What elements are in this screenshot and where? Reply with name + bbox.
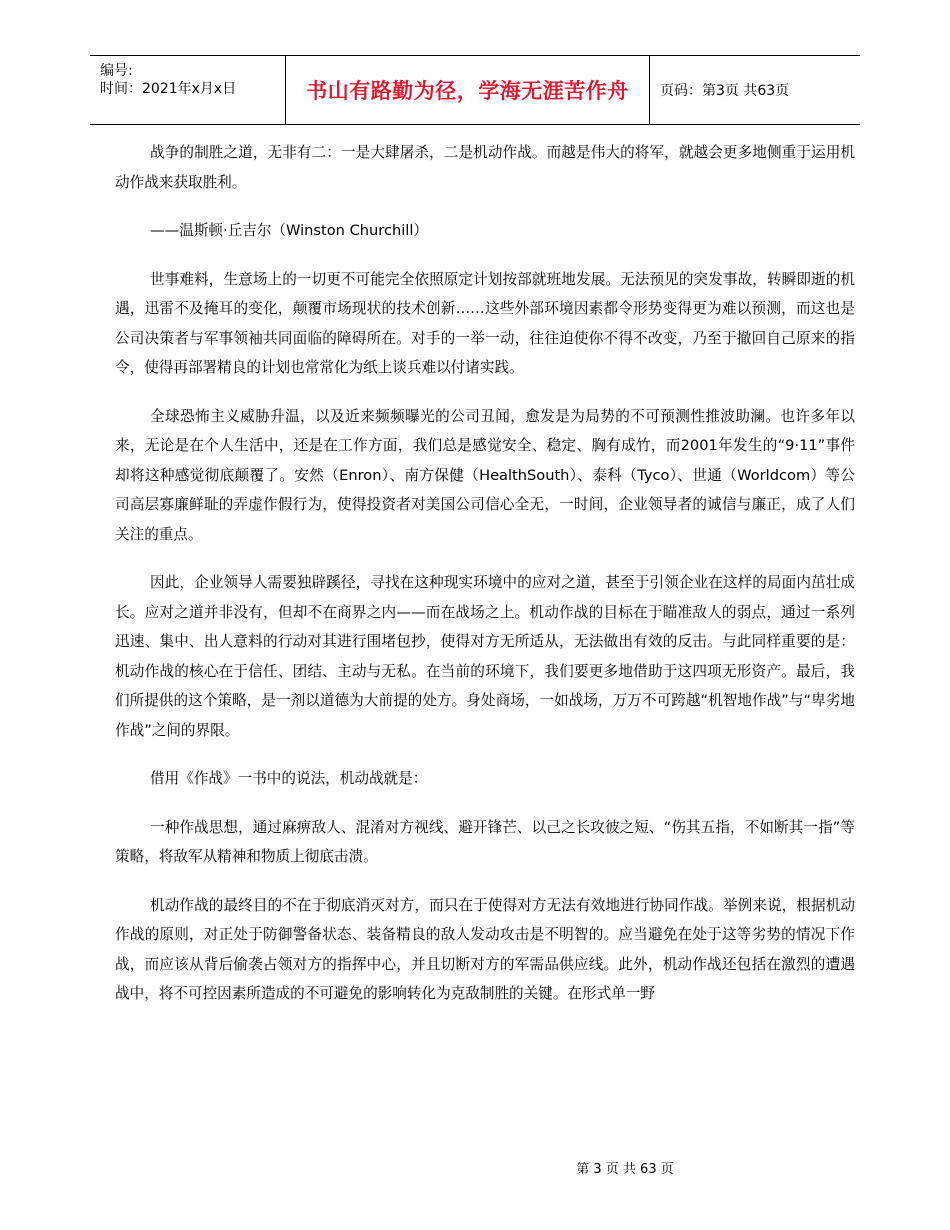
date-line: 时间：2021年x月x日	[100, 81, 237, 97]
paragraph: 战争的制胜之道，无非有二：一是大肆屠杀，二是机动作战。而越是伟大的将军，就越会更多地侧重于运用机动作战来获取胜利。	[115, 144, 855, 191]
paragraph: 机动作战的最终目的不在于彻底消灭对方，而只在于使得对方无法有效地进行协同作战。举例来说，根据机动作战的原则，对正处于防御警备状态、装备精良的敌人发动攻击是不明智的。应当避免在处于这等劣势的情况下作战，而应该从背后偷袭占领对方的指挥中心，并且切断对方的军需品供应线。此外，机动作战还包括在激烈的遭遇战中，将不可控因素所造成的不可避免的影响转化为克敌制胜的关键。在形式单一野	[115, 896, 855, 1002]
page-header	[90, 55, 860, 125]
number-label: 编号:	[100, 63, 133, 79]
document-body	[115, 138, 855, 1028]
paragraph: 世事难料，生意场上的一切更不可能完全依照原定计划按部就班地发展。无法预见的突发事故，转瞬即逝的机遇，迅雷不及掩耳的变化，颠覆市场现状的技术创新……这些外部环境因素都令形势变得更为难以预测，而这也是公司决策者与军事领袖共同面临的障碍所在。对手的一举一动，往往迫使你不得不改变，乃至于撤回自己原来的指令，使得再部署精良的计划也常常化为纸上谈兵难以付诸实践。	[115, 270, 855, 376]
paragraph: 因此，企业领导人需要独辟蹊径，寻找在这种现实环境中的应对之道，甚至于引领企业在这样的局面内茁壮成长。应对之道并非没有，但却不在商界之内——而在战场之上。机动作战的目标在于瞄准敌人的弱点，通过一系列迅速、集中、出人意料的行动对其进行围堵包抄，使得对方无所适从，无法做出有效的反击。与此同样重要的是：机动作战的核心在于信任、团结、主动与无私。在当前的环境下，我们要更多地借助于这四项无形资产。最后，我们所提供的这个策略，是一剂以道德为大前提的处方。身处商场，一如战场，万万不可跨越“机智地作战”与“卑劣地作战”之间的界限。	[115, 574, 855, 739]
header-page-info: 页码：第3页 共63页	[660, 83, 790, 99]
paragraph: 一种作战思想，通过麻痹敌人、混淆对方视线、避开锋芒、以己之长攻彼之短、“伤其五指，不如断其一指”等策略，将敌军从精神和物质上彻底击溃。	[115, 818, 855, 865]
header-info-cell	[90, 56, 286, 124]
paragraph: 全球恐怖主义威胁升温，以及近来频频曝光的公司丑闻，愈发是为局势的不可预测性推波助澜。也许多年以来，无论是在个人生活中，还是在工作方面，我们总是感觉安全、稳定、胸有成竹，而2001年发生的“9·11”事件却将这种感觉彻底颠覆了。安然（Enron）、南方保健（HealthSouth）、泰科（Tyco）、世通（Worldcom）等公司高层寡廉鲜耻的弄虚作假行为，使得投资者对美国公司信心全无，一时间，企业领导者的诚信与廉正，成了人们关注的重点。	[115, 407, 855, 543]
header-motto: 书山有路勤为径，学海无涯苦作舟	[286, 56, 650, 124]
paragraph: 借用《作战》一书中的说法，机动战就是：	[150, 770, 428, 787]
quote-attribution: ——温斯顿·丘吉尔（Winston Churchill）	[150, 222, 428, 239]
page-footer: 第 3 页 共 63 页	[576, 1162, 674, 1177]
